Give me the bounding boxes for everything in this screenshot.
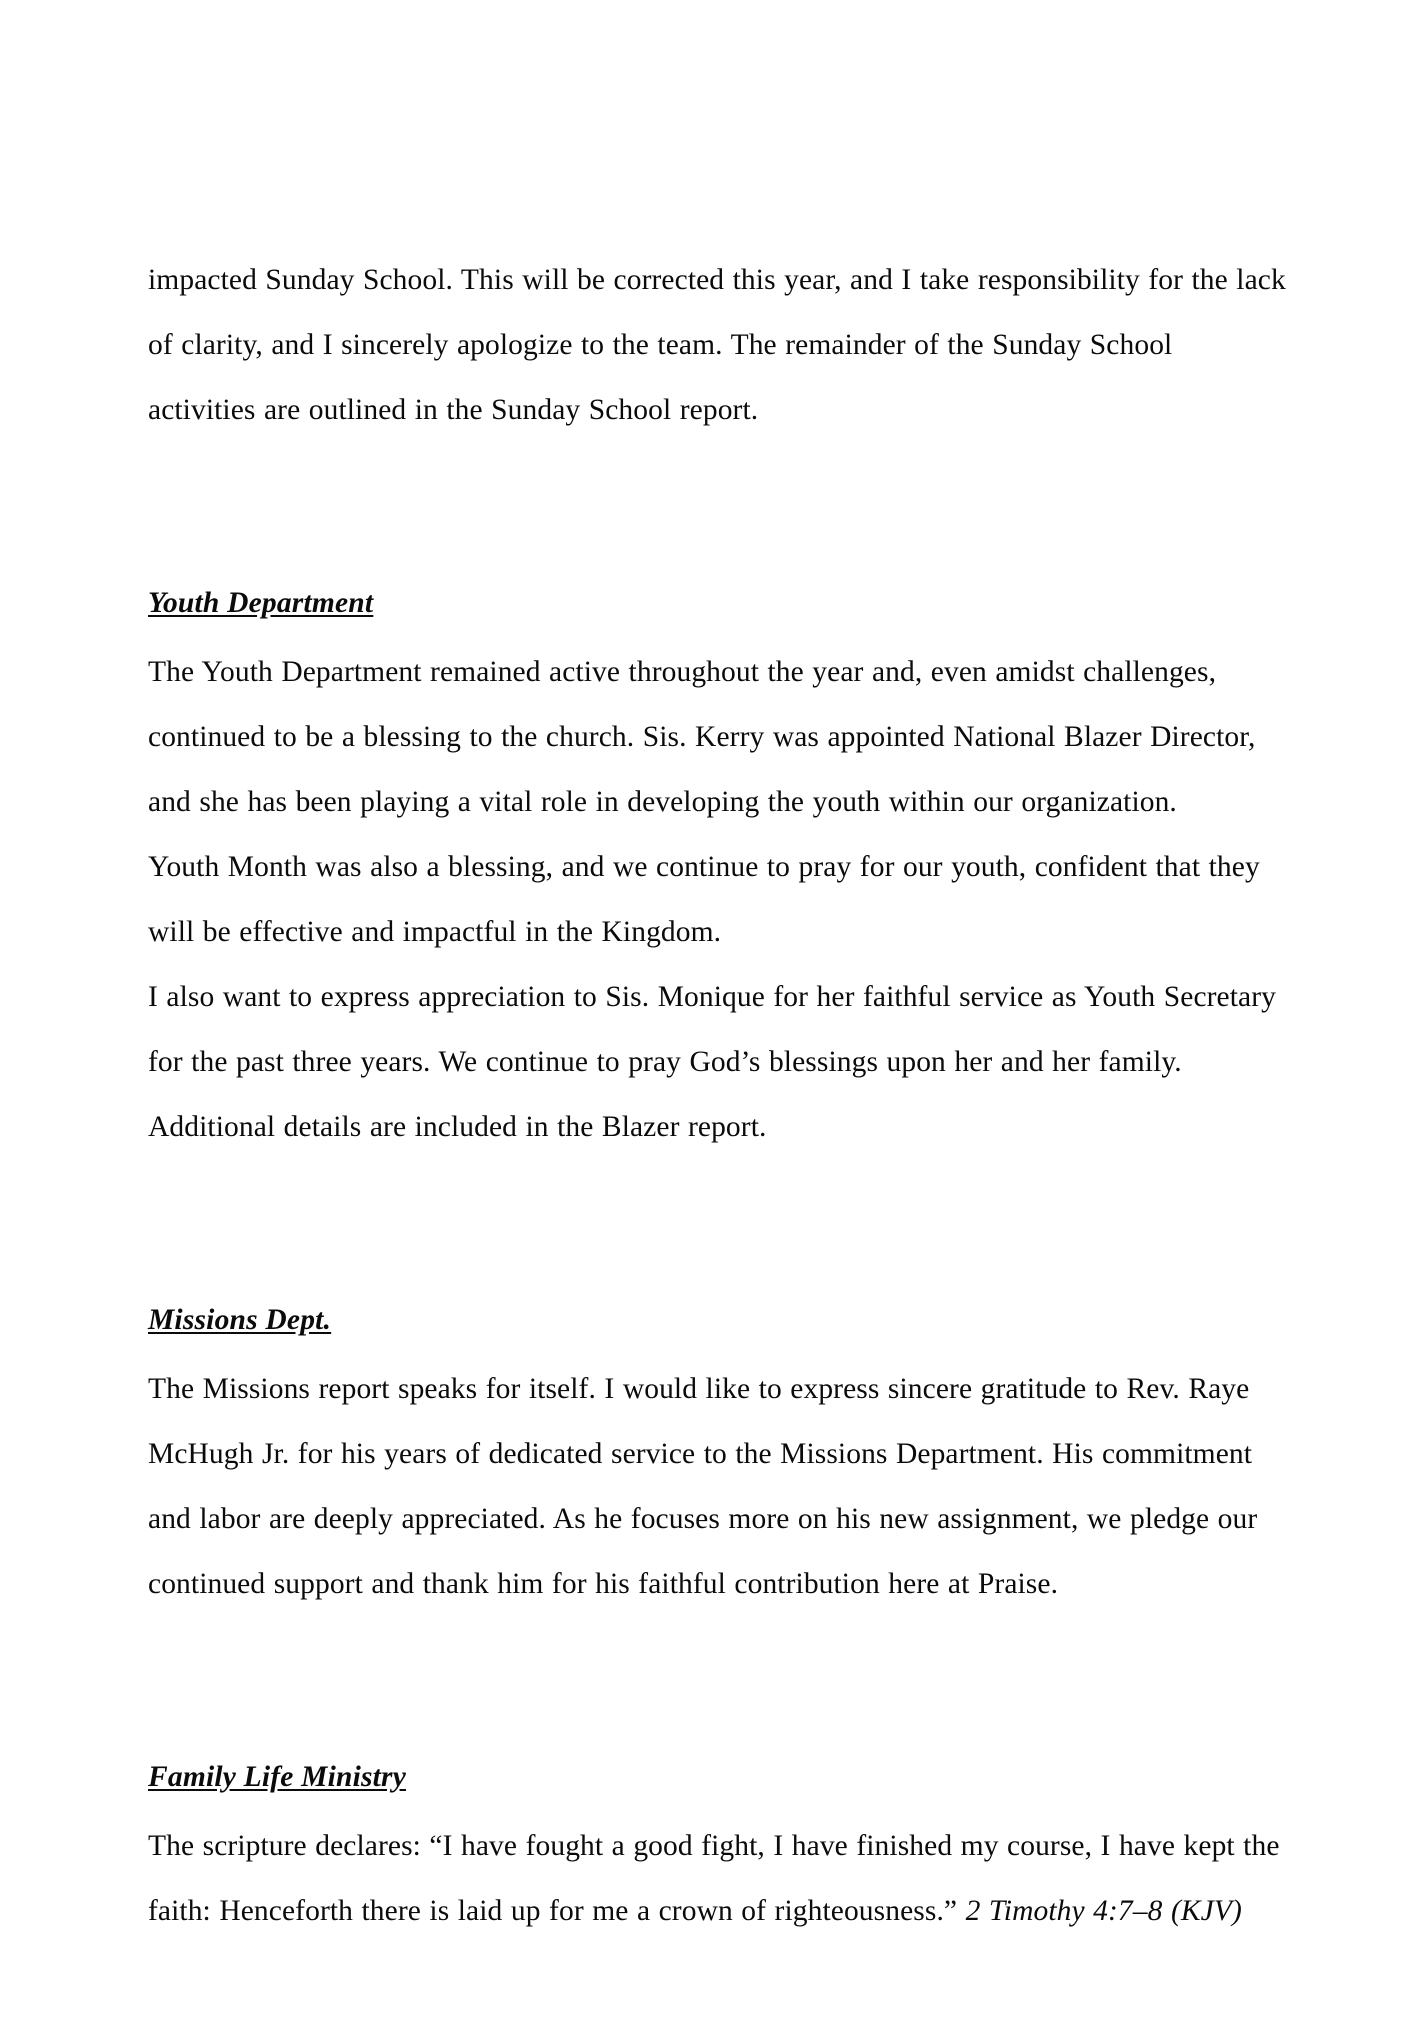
continued-paragraph: impacted Sunday School. This will be corrected this year, and I take responsibility for the lack of clarity, and I sincerely apologize to the team. The remainder of the Sunday School activities are outlined in the Sunday School report. [148, 264, 1286, 426]
youth-paragraph-1: The Youth Department remained active throughout the year and, even amidst challenges, continued to be a blessing to the church. Sis. Kerry was appointed National Blazer Director, and she has been playing a vital role in developing the youth within our organization. [148, 656, 1256, 818]
family-life-heading-row [148, 1745, 1288, 1814]
section-heading-missions-dept: Missions Dept. [148, 1304, 332, 1336]
missions-paragraph-1: The Missions report speaks for itself. I would like to express sincere gratitude to Rev. Raye McHugh Jr. for his years of dedicated service to the Missions Department. His commitment and labor are deeply appreciated. As he focuses more on his new assignment, we pledge our continued support and thank him for his faithful contribution here at Praise. [148, 1373, 1258, 1600]
youth-paragraph-4: Additional details are included in the Blazer report. [148, 1111, 767, 1143]
family-life-paragraph-1 [148, 1814, 1288, 1944]
scripture-quote-text: The scripture declares: “I have fought a good fight, I have finished my course, I have kept the faith: Henceforth there is laid up for me a crown of righteousness.” [148, 1830, 1280, 1927]
youth-heading-row [148, 571, 1288, 640]
paragraph-spacer [148, 1160, 1288, 1288]
page-content [148, 248, 1288, 1944]
section-heading-youth-department: Youth Department [148, 587, 374, 619]
missions-heading-row [148, 1288, 1288, 1357]
youth-paragraph-2: Youth Month was also a blessing, and we continue to pray for our youth, confident that they will be effective and impactful in the Kingdom. [148, 851, 1260, 948]
section-heading-family-life-ministry: Family Life Ministry [148, 1761, 407, 1793]
scripture-reference: 2 Timothy 4:7–8 (KJV) [965, 1895, 1242, 1927]
paragraph-spacer [148, 1617, 1288, 1745]
youth-paragraph-3: I also want to express appreciation to Sis. Monique for her faithful service as Youth Secretary for the past three years. We continue to pray God’s blessings upon her and her family. [148, 981, 1277, 1078]
paragraph-spacer [148, 443, 1288, 571]
